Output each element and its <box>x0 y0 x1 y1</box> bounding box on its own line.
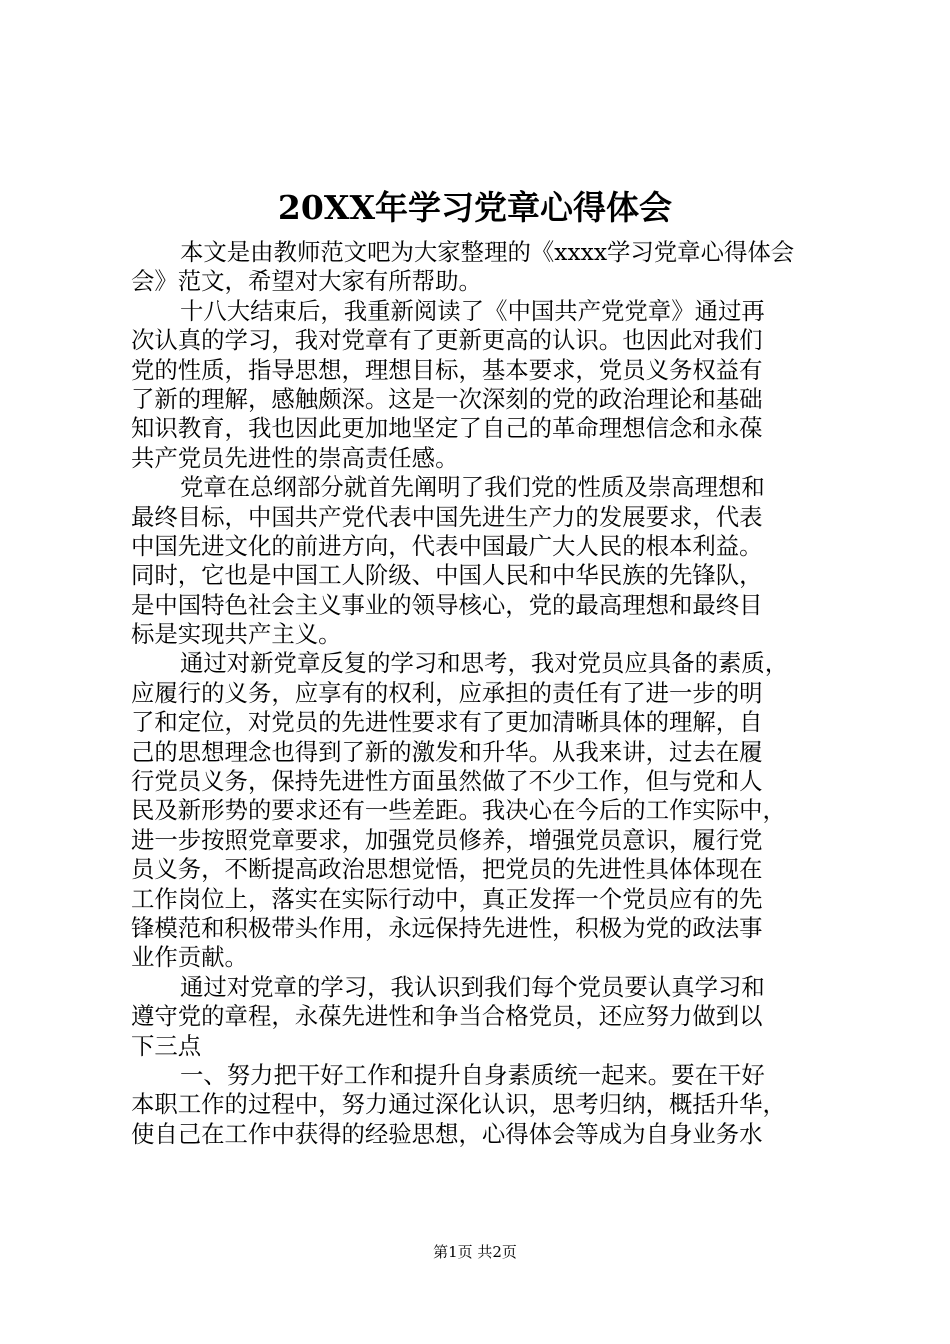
text-line: 共产党员先进性的崇高责任感。 <box>131 443 459 472</box>
page-footer: 第1页 共2页 <box>433 1243 517 1261</box>
text-line: 己的思想理念也得到了新的激发和升华。从我来讲，过去在履 <box>131 737 763 766</box>
text-line: 次认真的学习，我对党章有了更新更高的认识。也因此对我们 <box>131 326 763 355</box>
text-line: 知识教育，我也因此更加地坚定了自己的革命理想信念和永葆 <box>131 414 763 443</box>
text-line: 进一步按照党章要求，加强党员修养，增强党员意识，履行党 <box>131 825 763 854</box>
text-line: 了新的理解，感触颇深。这是一次深刻的党的政治理论和基础 <box>131 384 763 413</box>
text-line: 民及新形势的要求还有一些差距。我决心在今后的工作实际中， <box>131 796 786 825</box>
text-line: 同时，它也是中国工人阶级、中国人民和中华民族的先锋队， <box>131 561 763 590</box>
text-line: 本文是由教师范文吧为大家整理的《xxxx学习党章心得体会 <box>180 238 795 266</box>
text-line: 员义务，不断提高政治思想觉悟，把党员的先进性具体体现在 <box>131 855 763 884</box>
text-line: 下三点 <box>131 1031 202 1060</box>
document-title: 20XX年学习党章心得体会 <box>277 188 673 227</box>
text-line: 党章在总纲部分就首先阐明了我们党的性质及崇高理想和 <box>180 473 765 502</box>
text-line: 业作贡献。 <box>131 943 248 972</box>
text-line: 通过对党章的学习，我认识到我们每个党员要认真学习和 <box>180 972 765 1001</box>
text-line: 最终目标，中国共产党代表中国先进生产力的发展要求，代表 <box>131 502 763 531</box>
text-line: 是中国特色社会主义事业的领导核心，党的最高理想和最终目 <box>131 590 763 619</box>
document-body <box>131 238 831 1149</box>
text-line: 通过对新党章反复的学习和思考，我对党员应具备的素质， <box>180 649 789 678</box>
text-line: 工作岗位上，落实在实际行动中，真正发挥一个党员应有的先 <box>131 884 763 913</box>
text-line: 了和定位，对党员的先进性要求有了更加清晰具体的理解，自 <box>131 708 763 737</box>
text-line: 遵守党的章程，永葆先进性和争当合格党员，还应努力做到以 <box>131 1002 763 1031</box>
text-line: 中国先进文化的前进方向，代表中国最广大人民的根本利益。 <box>131 531 763 560</box>
text-line: 十八大结束后，我重新阅读了《中国共产党党章》通过再 <box>180 296 765 325</box>
text-line: 一、努力把干好工作和提升自身素质统一起来。要在干好 <box>180 1060 765 1089</box>
text-line: 应履行的义务，应享有的权利，应承担的责任有了进一步的明 <box>131 678 763 707</box>
text-line: 标是实现共产主义。 <box>131 620 342 649</box>
text-line: 党的性质，指导思想，理想目标，基本要求，党员义务权益有 <box>131 355 763 384</box>
text-line: 锋模范和积极带头作用，永远保持先进性，积极为党的政法事 <box>131 913 763 942</box>
text-line: 会》范文，希望对大家有所帮助。 <box>131 267 482 296</box>
text-line: 使自己在工作中获得的经验思想，心得体会等成为自身业务水 <box>131 1119 763 1148</box>
text-line: 本职工作的过程中，努力通过深化认识，思考归纳，概括升华， <box>131 1090 786 1119</box>
text-line: 行党员义务，保持先进性方面虽然做了不少工作，但与党和人 <box>131 767 763 796</box>
